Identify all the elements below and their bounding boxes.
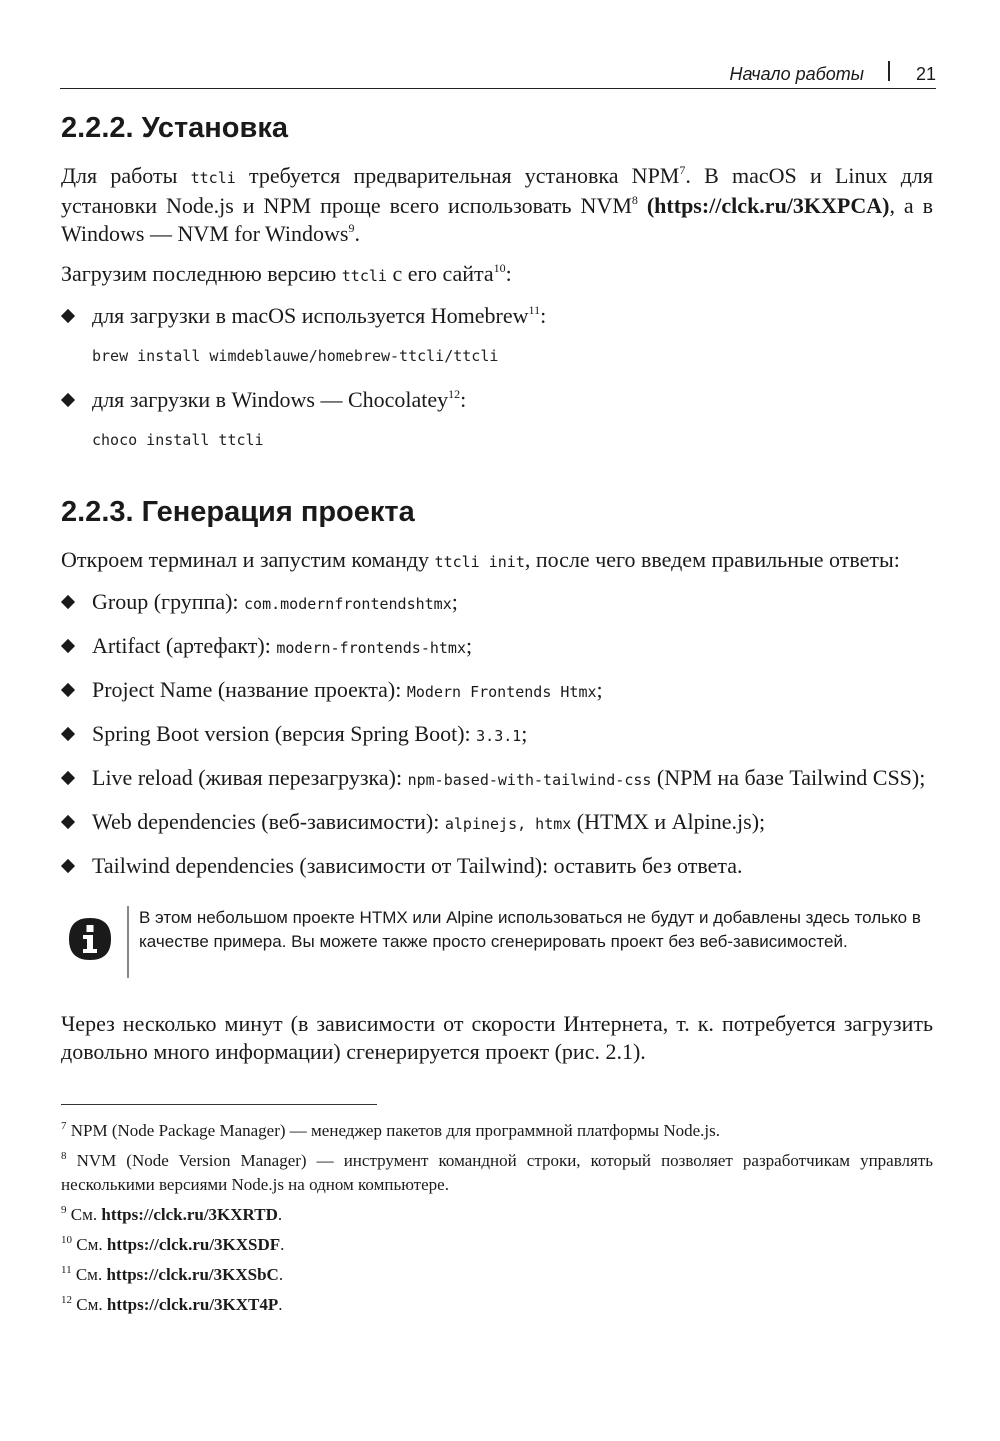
- text-run: , после чего введем правильные ответы:: [524, 547, 900, 572]
- footnote-number: 8: [61, 1150, 67, 1162]
- section-heading-generate: 2.2.3. Генерация проекта: [61, 496, 415, 528]
- footnote-link[interactable]: https://clck.ru/3KXT4P: [106, 1295, 279, 1314]
- list-item-macos: [61, 302, 933, 330]
- list-item: [61, 720, 933, 750]
- info-note: [61, 906, 933, 980]
- text-run: с его сайта: [386, 261, 494, 286]
- footnote-rule: [61, 1104, 377, 1105]
- footnote-text: NVM (Node Version Manager) — инструмент командной строки, который позволяет разработчикам управлять несколькими версиями Node.js на одном компьютере.: [61, 1151, 934, 1194]
- footnote-link[interactable]: https://clck.ru/3KXRTD: [101, 1205, 278, 1224]
- footnote-text: См.: [76, 1295, 107, 1314]
- footnote-ref[interactable]: 10: [493, 261, 506, 275]
- footnote-text: NPM (Node Package Manager) — менеджер пакетов для программной платформы Node.js.: [70, 1121, 720, 1140]
- footnote: [61, 1233, 933, 1257]
- list-item: [61, 764, 933, 794]
- footnote: [61, 1263, 933, 1287]
- text-run: ;: [465, 633, 473, 658]
- install-list: [61, 386, 933, 414]
- install-paragraph: [61, 162, 933, 248]
- footnotes: [61, 1119, 933, 1317]
- footnote-ref[interactable]: 9: [348, 221, 355, 235]
- inline-code: ttcli init: [434, 553, 525, 571]
- footnote-text: См.: [75, 1265, 107, 1284]
- footnote: [61, 1149, 933, 1197]
- note-divider: [127, 906, 129, 978]
- text-run: .: [278, 1295, 283, 1314]
- code-block-brew: brew install wimdeblauwe/homebrew-ttcli/ttcli: [92, 347, 499, 365]
- footnote-link[interactable]: https://clck.ru/3KXSDF: [106, 1235, 281, 1254]
- answers-list: [61, 588, 933, 880]
- footnote: [61, 1119, 933, 1143]
- footnote-ref[interactable]: 8: [631, 193, 638, 207]
- diamond-bullet-icon: [61, 859, 75, 873]
- text-run: (NPM на базе Tailwind CSS);: [651, 765, 926, 790]
- footnote-number: 9: [61, 1204, 67, 1216]
- text-run: для загрузки в Windows — Chocolatey: [92, 387, 449, 412]
- text-run: :: [540, 303, 547, 328]
- generate-paragraph: [61, 546, 933, 576]
- footnote-number: 10: [61, 1234, 72, 1246]
- list-item: [61, 808, 933, 838]
- code-block-choco: choco install ttcli: [92, 431, 264, 449]
- nvm-link[interactable]: (https://clck.ru/3KXPCA): [646, 193, 890, 218]
- chapter-title: Начало работы: [729, 64, 864, 84]
- diamond-bullet-icon: [61, 309, 75, 323]
- diamond-bullet-icon: [61, 393, 75, 407]
- footnote-text: См.: [76, 1235, 107, 1254]
- item-label: Artifact (артефакт):: [92, 633, 277, 658]
- inline-code: Modern Frontends Htmx: [406, 683, 597, 701]
- inline-code: alpinejs, htmx: [444, 815, 572, 833]
- footnote-ref[interactable]: 11: [528, 303, 541, 317]
- text-run: . В macOS и Linux для установки Node.js и NPM проще всего использовать NVM: [61, 163, 934, 218]
- inline-code: modern-frontends-htmx: [276, 639, 466, 657]
- text-run: :: [460, 387, 467, 412]
- text-run: ;: [451, 589, 458, 614]
- diamond-bullet-icon: [61, 727, 75, 741]
- item-label: Tailwind dependencies (зависимости от Tailwind): оставить без ответа.: [92, 853, 743, 878]
- text-run: требуется предварительная установка NPM: [235, 163, 680, 188]
- info-icon: [67, 916, 113, 962]
- download-paragraph: [61, 260, 933, 290]
- page-number: 21: [915, 64, 936, 84]
- inline-code: com.modernfrontendshtmx: [244, 595, 452, 613]
- footnote-number: 7: [61, 1120, 67, 1132]
- install-list: [61, 302, 933, 330]
- closing-paragraph: Через несколько минут (в зависимости от скорости Интернета, т. к. потребуется загрузить довольно много информации) сгенерируется проект (рис. 2.1).: [61, 1011, 933, 1064]
- text-run: .: [277, 1205, 283, 1224]
- diamond-bullet-icon: [61, 683, 75, 697]
- text-run: (HTMX и Alpine.js);: [571, 809, 766, 834]
- item-label: Spring Boot version (версия Spring Boot):: [92, 721, 477, 746]
- list-item: [61, 852, 933, 880]
- text-run: для загрузки в macOS используется Homebrew: [92, 303, 529, 328]
- text-run: :: [505, 261, 512, 286]
- diamond-bullet-icon: [61, 639, 75, 653]
- item-label: Live reload (живая перезагрузка):: [92, 765, 408, 790]
- footnote: [61, 1203, 933, 1227]
- list-item-windows: [61, 386, 933, 414]
- list-item: [61, 588, 933, 618]
- text-run: , а в Windows — NVM for Windows: [61, 193, 934, 246]
- inline-code: npm-based-with-tailwind-css: [407, 771, 652, 789]
- text-run: Загрузим последнюю версию: [61, 261, 342, 286]
- text-run: .: [280, 1235, 285, 1254]
- footnote-ref[interactable]: 12: [448, 387, 461, 401]
- page-content: [61, 108, 933, 1323]
- footnote-number: 11: [61, 1264, 72, 1276]
- text-run: .: [278, 1265, 284, 1284]
- text-run: ;: [521, 721, 528, 746]
- list-item: [61, 632, 933, 662]
- inline-code: ttcli: [190, 169, 236, 187]
- footnote-text: См.: [70, 1205, 102, 1224]
- note-text: В этом небольшом проекте HTMX или Alpine использоваться не будут и добавлены здесь только в качестве примера. Вы можете также просто сгенерировать проект без веб-зависимостей.: [139, 908, 921, 951]
- text-run: [638, 193, 647, 218]
- inline-code: ttcli: [341, 267, 387, 285]
- footnote-ref[interactable]: 7: [679, 163, 686, 177]
- diamond-bullet-icon: [61, 771, 75, 785]
- text-run: ;: [596, 677, 603, 702]
- text-run: .: [354, 221, 360, 246]
- item-label: Web dependencies (веб-зависимости):: [92, 809, 445, 834]
- header-separator: [888, 61, 890, 81]
- list-item: [61, 676, 933, 706]
- diamond-bullet-icon: [61, 595, 75, 609]
- footnote-link[interactable]: https://clck.ru/3KXSbC: [106, 1265, 279, 1284]
- footnote-number: 12: [61, 1294, 72, 1306]
- text-run: Для работы: [61, 163, 191, 188]
- section-heading-install: 2.2.2. Установка: [61, 112, 288, 144]
- text-run: Откроем терминал и запустим команду: [61, 547, 435, 572]
- footnote: [61, 1293, 933, 1317]
- inline-code: 3.3.1: [476, 727, 522, 745]
- running-header: [60, 60, 936, 89]
- diamond-bullet-icon: [61, 815, 75, 829]
- item-label: Group (группа):: [92, 589, 245, 614]
- item-label: Project Name (название проекта):: [92, 677, 407, 702]
